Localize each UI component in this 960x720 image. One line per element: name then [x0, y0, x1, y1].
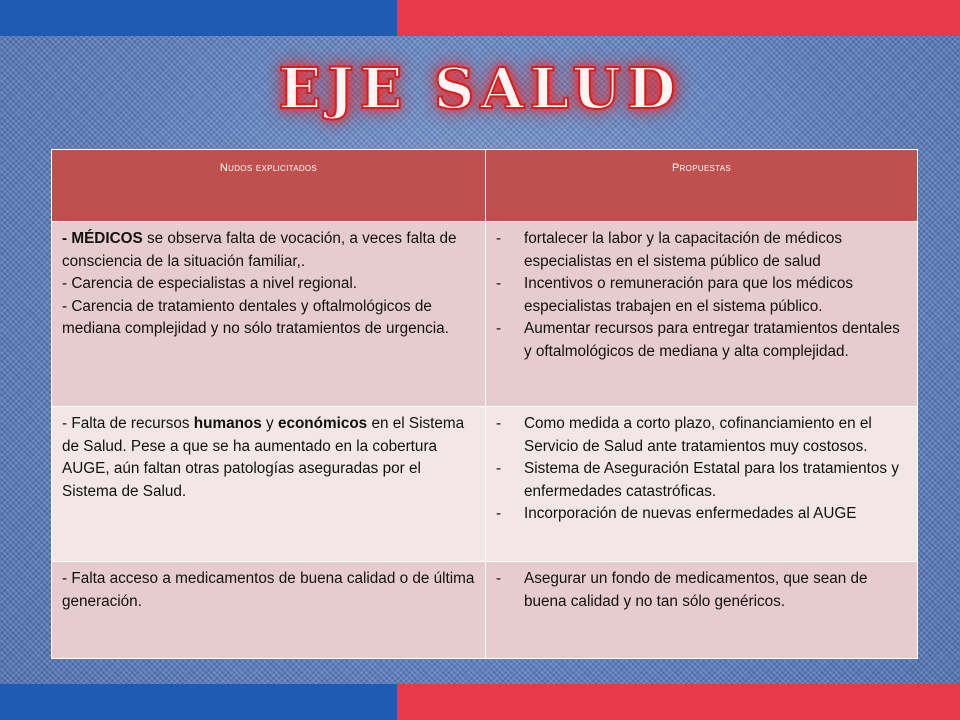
- nudo-text: - Falta de recursos: [62, 415, 194, 432]
- propuesta-text: Sistema de Aseguración Estatal para los tratamientos y enfermedades catastróficas.: [524, 460, 899, 500]
- slide-title: EJE SALUD: [278, 56, 682, 122]
- dash-bullet: -: [496, 275, 502, 292]
- header-propuestas: Propuestas: [486, 150, 918, 222]
- top-band-blue: [0, 0, 397, 36]
- propuesta-text: Incorporación de nuevas enfermedades al AUGE: [524, 505, 857, 522]
- table-header-row: [52, 150, 918, 222]
- health-table: [51, 149, 918, 659]
- list-item: [496, 228, 909, 273]
- propuesta-text: Incentivos o remuneración para que los médicos especialistas trabajen en el sistema público.: [524, 275, 854, 315]
- dash-bullet: -: [496, 320, 502, 337]
- dash-bullet: -: [496, 505, 502, 522]
- propuesta-list: [496, 228, 909, 363]
- header-nudos: Nudos explicitados: [52, 150, 486, 222]
- nudo-cell: [52, 407, 486, 562]
- nudo-bold: - MÉDICOS: [62, 230, 143, 247]
- dash-bullet: -: [496, 230, 502, 247]
- dash-bullet: -: [496, 415, 502, 432]
- nudo-line: [62, 228, 475, 273]
- top-band-red: [397, 0, 960, 36]
- bottom-band-red: [397, 684, 960, 720]
- nudo-text: se observa falta de vocación, a veces falta de consciencia de la situación familiar,.: [62, 230, 457, 270]
- propuesta-list: [496, 568, 909, 613]
- nudo-bold: económicos: [277, 415, 368, 432]
- nudo-cell: [52, 562, 486, 659]
- list-item: [496, 413, 909, 458]
- top-color-band: [0, 0, 960, 36]
- nudo-text: y: [261, 415, 278, 432]
- bottom-color-band: [0, 684, 960, 720]
- list-item: [496, 503, 909, 526]
- propuesta-text: Como medida a corto plazo, cofinanciamiento en el Servicio de Salud ante tratamientos muy costosos.: [524, 415, 872, 455]
- list-item: [496, 568, 909, 613]
- propuesta-text: Asegurar un fondo de medicamentos, que sean de buena calidad y no tan sólo genéricos.: [524, 570, 868, 610]
- propuesta-text: Aumentar recursos para entregar tratamientos dentales y oftalmológicos de mediana y alta complejidad.: [524, 320, 900, 360]
- nudo-bold: humanos: [193, 415, 262, 432]
- nudo-line: - Carencia de especialistas a nivel regional.: [62, 275, 358, 292]
- nudo-text: - Falta acceso a medicamentos de buena calidad o de última generación.: [62, 570, 475, 610]
- nudo-line: - Carencia de tratamiento dentales y oftalmológicos de mediana complejidad y no sólo tratamientos de urgencia.: [62, 297, 449, 337]
- table-row: [52, 562, 918, 659]
- propuesta-cell: [486, 407, 918, 562]
- table-row: [52, 407, 918, 562]
- propuesta-text: fortalecer la labor y la capacitación de médicos especialistas en el sistema público de salud: [524, 230, 843, 270]
- list-item: [496, 458, 909, 503]
- propuesta-cell: [486, 562, 918, 659]
- propuesta-list: [496, 413, 909, 526]
- table-row: [52, 222, 918, 407]
- list-item: [496, 318, 909, 363]
- nudo-cell: [52, 222, 486, 407]
- list-item: [496, 273, 909, 318]
- dash-bullet: -: [496, 570, 502, 587]
- propuesta-cell: [486, 222, 918, 407]
- nudo-text: en el Sistema de Salud. Pese a que se ha aumentado en la cobertura AUGE, aún faltan otras patologías aseguradas por el Sistema de Salud.: [62, 415, 465, 500]
- dash-bullet: -: [496, 460, 502, 477]
- bottom-band-blue: [0, 684, 397, 720]
